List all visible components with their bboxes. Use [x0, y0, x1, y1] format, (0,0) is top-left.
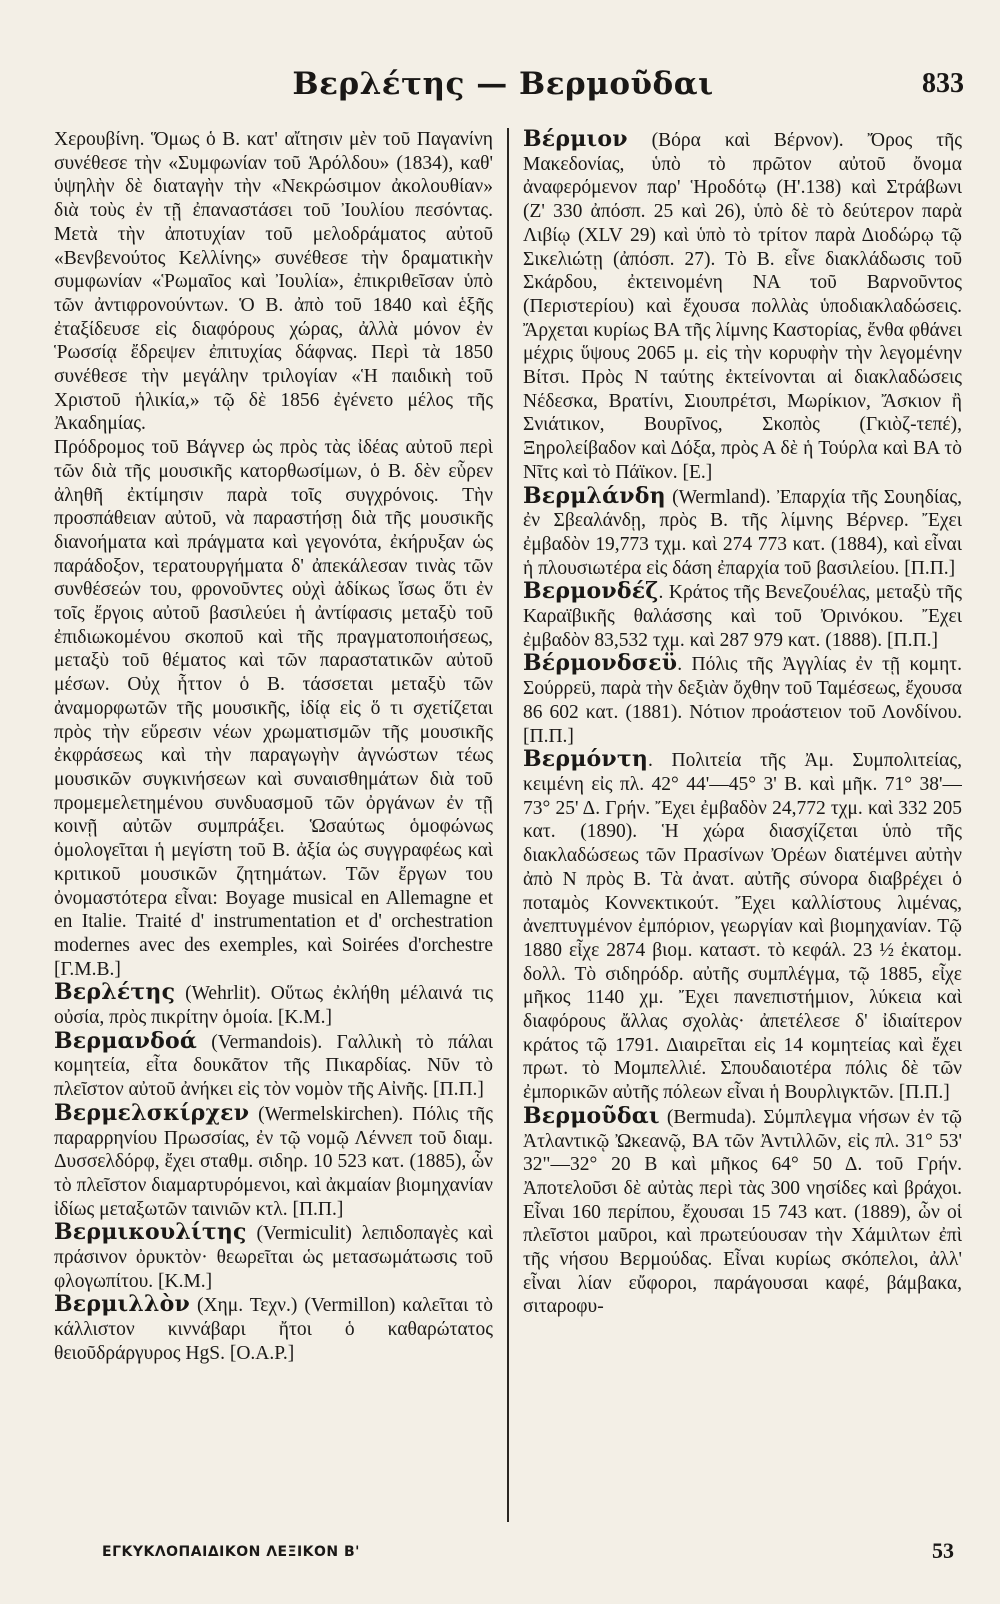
- entry-headword: Βερμονδέζ: [523, 578, 659, 605]
- entry-vermion: [523, 128, 962, 485]
- entry-text: . Πολιτεία τῆς Ἀμ. Συμπολιτείας, κειμένη εἰς πλ. 42° 44'—45° 3' Β. καὶ μῆκ. 71° 38'—73° 25' Δ. Γρήν. Ἔχει ἐμβαδὸν 24,772 τχμ. καὶ 332 205 κατ. (1890). Ἡ χώρα διασχίζεται ὑπὸ τῆς διακλαδώσεως τῶν Πρασίνων Ὀρέων διατέμνει αὐτὴν ἀπὸ Ν πρὸς Β. Τὰ ἀνατ. αὐτῆς σύνορα διαβρέχει ὁ ποταμὸς Κοννεκτικούτ. Ἔχει καλλίστους λιμένας, ἀνεπτυγμένον ἐμπόριον, γεωργίαν καὶ βιομηχανίαν. Τῷ 1880 εἶχε 2874 βιομ. καταστ. τὸ κεφάλ. 23 ½ ἑκατομ. δολλ. Τὸ σιδηρόδρ. αὐτῆς συμπλέγμα, τῷ 1885, εἶχε μῆκος 1140 χμ. Ἔχει πανεπιστήμιον, λύκεια καὶ διαφόρους ἄλλας σχολὰς· ἀπετέλεσε δ' ἰδιαίτερον κράτος τῷ 1791. Διαιρεῖται εἰς 14 κομητείας καὶ ἔχει πρωτ. τὸ Μομπελλιέ. Σπουδαιοτέρα πόλις δὲ τῶν ἐμπορικῶν αὐτῆς πόλεων εἶναι ἡ Βουρλιγκτῶν. [Π.Π.]: [523, 750, 962, 1104]
- entry-text: (Wermelskirchen). Πόλις τῆς παραρρηνίου Πρωσσίας, ἐν τῷ νομῷ Λέννεπ τοῦ διαμ. Δυσσελδόρφ, ἔχει σταθμ. σιδηρ. 10 523 κατ. (1885), ὧν τὸ πλεῖστον διαμαρτυρόμενοι, καὶ ἀκμαίαν βιομηχανίαν ἰδίως μεταξωτῶν ταινιῶν κτλ. [Π.Π.]: [54, 1103, 493, 1220]
- entry-vermandois: [54, 1027, 493, 1102]
- entry-headword: Βερμικουλίτης: [54, 1219, 247, 1246]
- entry-headword: Βερμανδοά: [54, 1027, 197, 1054]
- entry-headword: Βερλέτης: [54, 979, 176, 1006]
- entry-vermillon: [54, 1293, 493, 1365]
- entry-text: (Βόρα καὶ Βέρνον). Ὄρος τῆς Μακεδονίας, ὑπὸ τὸ πρῶτον αὐτοῦ ὄνομα ἀναφερόμενον παρ' Ἡροδότῳ (Η'.138) καὶ Στράβωνι (Ζ' 330 ἀπόσπ. 25 καὶ 26), ὑπὸ δὲ τὸ δεύτερον παρὰ Λιβίῳ (XLV 29) καὶ ὑπὸ τὸ τρίτον παρὰ Διοδώρῳ τῷ Σικελιώτῃ (ἀπόσπ. 27). Τὸ Β. εἶνε διακλάδωσις τοῦ Σκάρδου, ἐκτεινομένη ΝΑ τοῦ Βαρνοῦντος (Περιστερίου) καὶ ἔχουσα πολλὰς ὑποδιακλαδώσεις. Ἄρχεται κυρίως ΒΑ τῆς λίμνης Καστορίας, ἔνθα φθάνει μέχρις ὕψους 2065 μ. εἰς τὴν κορυφὴν τὴν λεγομένην Βίτσι. Πρὸς Ν ταύτης ἐκτείνονται αἱ διακλαδώσεις Νέδεσκα, Βρατίνι, Σιουπρέτσι, Μωρίκιον, Ἄσκιον ἢ Σνιάτικον, Βουρῖνος, Σκοπὸς (Γκιὸζ-τεπέ), Ξηρολείβαδον καὶ Δόξα, πρὸς Α δὲ ἡ Τούρλα καὶ ΒΑ τὸ Νῖτς καὶ τὸ Πάϊκον. [Ε.]: [523, 130, 962, 483]
- entry-vermont: [523, 748, 962, 1105]
- entry-text: (Wehrlit). Οὕτως ἐκλήθη μέλαινά τις οὐσία, πρὸς πικρίτην ὁμοία. [Κ.Μ.]: [54, 983, 493, 1029]
- left-column: [54, 128, 507, 1522]
- running-title: Βερλέτης — Βερμοῦδαι: [292, 66, 714, 102]
- page-footer: [42, 1538, 964, 1574]
- entry-text: (Vermiculit) λεπιδοπαγὲς καὶ πράσινον ὀρυκτὸν· θεωρεῖται ὡς μετασωμάτωσις τοῦ φλογωπίτου. [Κ.Μ.]: [54, 1223, 493, 1292]
- right-column: [509, 128, 962, 1522]
- entry-text: (Bermuda). Σύμπλεγμα νήσων ἐν τῷ Ἀτλαντικῷ Ὠκεανῷ, ΒΑ τῶν Ἀντιλλῶν, εἰς πλ. 31° 53' 32"—32° 20 Β καὶ μῆκος 64° 50 Δ. τοῦ Γρήν. Ἀποτελοῦσι δὲ αὐτὰς περὶ τὰς 300 νησίδες καὶ βράχοι. Εἶναι 160 περίπου, ἔχουσαι 15 743 κατ. (1889), ὧν οἱ πλεῖστοι μαῦροι, καὶ πρωτεύουσαν τὴν Χάμιλτων ἐπὶ τῆς νήσου Βερμούδας. Εἶναι κυρίως σκόπελοι, ἀλλ' εἶναι λίαν εὔφοροι, παράγουσαι καφέ, βάμβακα, σιταροφυ-: [523, 1106, 962, 1318]
- entry-text: . Πόλις τῆς Ἀγγλίας ἐν τῇ κομητ. Σούρρεϋ, παρὰ τὴν δεξιὰν ὄχθην τοῦ Ταμέσεως, ἔχουσα 86 602 κατ. (1881). Νότιον προάστειον τοῦ Λονδίνου. [Π.Π.]: [523, 654, 962, 747]
- entry-verletis: [54, 981, 493, 1029]
- page-number: 833: [922, 68, 964, 99]
- entry-headword: Βέρμονδσεϋ: [523, 650, 678, 677]
- entry-vermiculit: [54, 1221, 493, 1293]
- entry-headword: Βερμελσκίρχεν: [54, 1099, 250, 1126]
- continued-entry-text: Χερουβίνη. Ὅμως ὁ Β. κατ' αἴτησιν μὲν τοῦ Παγανίνη συνέθεσε τὴν «Συμφωνίαν τοῦ Ἁρόλδου» (1834), καθ' ὑψηλὴν δὲ διαταγὴν τὴν «Νεκρώσιμον ἀκολουθίαν» διὰ τοὺς ἐν τῇ ἐπαναστάσει τοῦ Ἰουλίου πεσόντας. Μετὰ τὴν ἀποτυχίαν τοῦ μελοδράματος αὐτοῦ «Βενβενούτος Κελλίνης» συνέθεσε τὴν δραματικὴν συμφωνίαν «Ῥωμαῖος καὶ Ἰουλία», ἐπικριθεῖσαν ὑπὸ τῶν ἀντιφρονούντων. Ὁ Β. ἀπὸ τοῦ 1840 καὶ ἑξῆς ἐταξίδευσε εἰς διαφόρους χώρας, ἀλλὰ μόνον ἐν Ῥωσσίᾳ ἔδρεψεν ἐπιτυχίας δάφνας. Περὶ τὰ 1850 συνέθεσε τὴν μεγάλην τριλογίαν «Ἡ παιδικὴ τοῦ Χριστοῦ ἡλικία,» τῷ δὲ 1856 ἐγένετο μέλος τῆς Ἀκαδημίας.: [54, 129, 493, 435]
- entry-headword: Βερμιλλὸν: [54, 1291, 190, 1318]
- entry-headword: Βερμλάνδη: [523, 482, 666, 509]
- signature-number: 53: [932, 1538, 954, 1563]
- entry-bermondsey: [523, 652, 962, 748]
- entry-text: (Wermland). Ἐπαρχία τῆς Σουηδίας, ἐν Σβεαλάνδῃ, πρὸς Β. τῆς λίμνης Βέρνερ. Ἔχει ἐμβαδὸν 19,773 τχμ. καὶ 274 773 κατ. (1884), καὶ εἶναι ἡ πλουσιωτέρα εἰς δάση ἐπαρχία τοῦ βασιλείου. [Π.Π.]: [523, 486, 962, 579]
- entry-text: (Χημ. Τεχν.) (Vermillon) καλεῖται τὸ κάλλιστον κιννάβαρι ἤτοι ὁ καθαρώτατος θειοῦδράργυρος HgS. [Ο.Α.Ρ.]: [54, 1295, 493, 1364]
- entry-wermland: [523, 482, 962, 581]
- entry-text: . Κράτος τῆς Βενεζουέλας, μεταξὺ τῆς Καραϊβικῆς θαλάσσης καὶ τοῦ Ὀρινόκου. Ἔχει ἐμβαδὸν 83,532 τχμ. καὶ 287 979 κατ. (1888). [Π.Π.]: [523, 582, 962, 651]
- entry-text: (Vermandois). Γαλλικὴ τὸ πάλαι κομητεία, εἶτα δουκᾶτον τῆς Πικαρδίας. Νῦν τὸ πλεῖστον αὐτοῦ ἀνήκει εἰς τὸν νομὸν τῆς Αἰνῆς. [Π.Π.]: [54, 1031, 493, 1101]
- printer-signature: ΕΓΚΥΚΛΟΠΑΙΔΙΚΟΝ ΛΕΞΙΚΟΝ Β': [102, 1544, 360, 1560]
- continued-entry-paragraph: Πρόδρομος τοῦ Βάγνερ ὡς πρὸς τὰς ἰδέας αὐτοῦ περὶ τῶν διὰ τῆς μουσικῆς κατορθωσίμων, ὁ Β. δὲν εὗρεν ἀληθῆ ἐκτίμησιν παρὰ τοῖς συγχρόνοις. Τὴν προσπάθειαν αὐτοῦ, νὰ παραστήσῃ διὰ τῆς μουσικῆς διανοήματα καὶ πράγματα καὶ γεγονότα, ἐκήρυξαν ὡς παράδοξον, τερατουργήματα δ' ἀπεκάλεσαν τινὰς τῶν συνθέσεών του, φρονοῦντες οὐχὶ ἀδίκως ἴσως ὅτι ἐν τοῖς ἔργοις αὐτοῦ βασιλεύει ἡ ἀντίφασις μεταξὺ τοῦ ἐπιδιωκομένου σκοποῦ καὶ τῆς πραγματοποιήσεως, μεταξὺ τοῦ θέματος καὶ τῶν παραστατικῶν αὐτοῦ μέσων. Οὐχ ἧττον ὁ Β. τάσσεται μεταξὺ τῶν ἀναμορφωτῶν τῆς μουσικῆς, ἰδίᾳ εἰς ὅ τι σχετίζεται πρὸς τὴν εὕρεσιν νέων χρωματισμῶν τῆς μουσικῆς ἐκφράσεως καὶ τὴν παραγωγὴν ἀγνώστων τέως μουσικῶν συγκινήσεων καὶ συναισθημάτων διὰ τοῦ προμεμελετημένου συνδυασμοῦ τῶν ὀργάνων ἐν τῇ κοινῇ αὐτῶν συμπράξει. Ὡσαύτως ὁμοφώνως ὁμολογεῖται ἡ μεγίστη τοῦ Β. ἀξία ὡς συγγραφέως καὶ κριτικοῦ μουσικῶν ζητημάτων. Τῶν ἔργων του ὀνομαστότερα εἶναι: Boyage musical en Allemagne et en Italie. Traité d' instrumentation et d' orchestration modernes avec des exemples, καὶ Soirées d'orchestre [Γ.Μ.Β.]: [54, 437, 493, 980]
- page-header: [42, 66, 964, 116]
- entry-bermuda: [523, 1102, 962, 1319]
- entry-headword: Βερμόντη: [523, 746, 649, 773]
- text-columns: [54, 128, 962, 1522]
- entry-headword: Βέρμιον: [523, 128, 628, 152]
- entry-wermelskirchen: [54, 1099, 493, 1222]
- entry-vermondez: [523, 580, 962, 652]
- entry-headword: Βερμοῦδαι: [523, 1102, 660, 1129]
